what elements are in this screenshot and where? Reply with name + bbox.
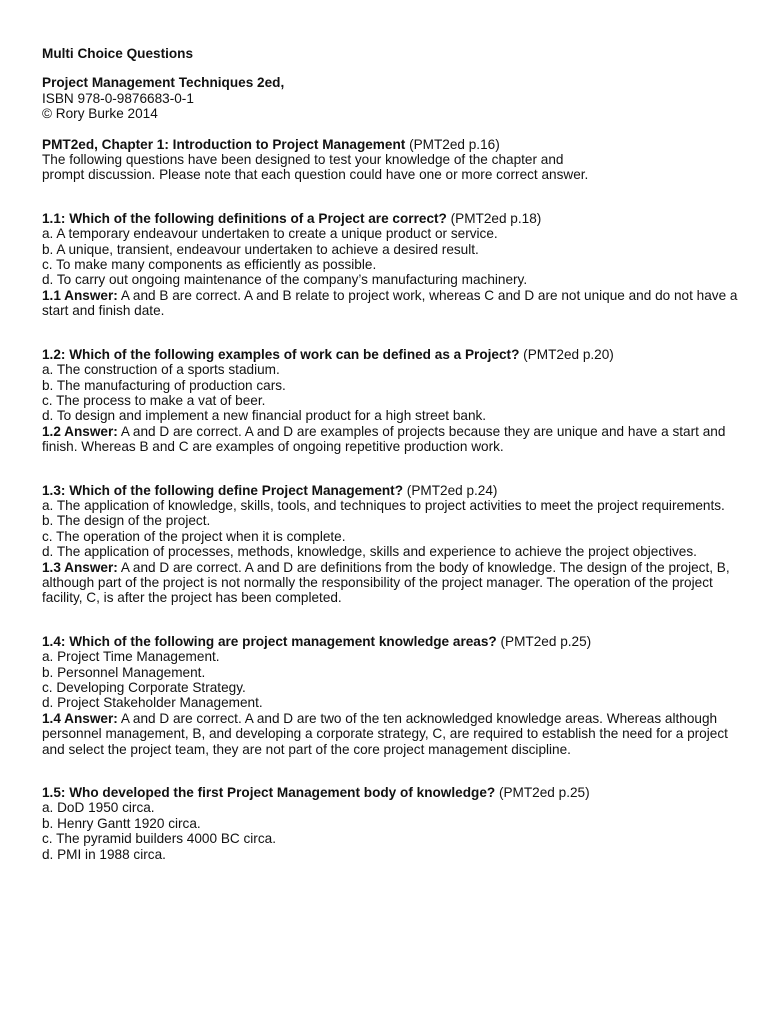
question-option: c. The process to make a vat of beer. — [42, 392, 266, 408]
question-option: b. Henry Gantt 1920 circa. — [42, 815, 201, 831]
book-title: Project Management Techniques 2ed, — [42, 75, 285, 91]
question-option: a. DoD 1950 circa. — [42, 800, 155, 816]
answer-text: A and B are correct. A and B relate to project work, whereas C and D are not unique and do not have a start and finish date. — [42, 287, 742, 319]
question-option: b. Personnel Management. — [42, 664, 206, 680]
question-1-2 — [42, 347, 742, 455]
question-answer — [42, 711, 742, 757]
question-heading — [42, 347, 742, 362]
question-text: 1.5: Who developed the first Project Management body of knowledge? — [42, 785, 496, 801]
answer-text: A and D are correct. A and D are two of the ten acknowledged knowledge areas. Whereas although personnel management, B, and developing a corporate strategy, C, are required to establish the need for a project and select the project team, they are not part of the core project management discipline. — [42, 710, 732, 757]
question-heading — [42, 785, 742, 800]
book-isbn: ISBN 978-0-9876683-0-1 — [42, 90, 194, 106]
chapter-section — [42, 137, 742, 183]
question-option: d. To carry out ongoing maintenance of the company’s manufacturing machinery. — [42, 272, 528, 288]
question-option: c. The pyramid builders 4000 BC circa. — [42, 831, 276, 847]
question-option: b. The design of the project. — [42, 513, 211, 529]
question-option: d. The application of processes, methods, knowledge, skills and experience to achieve the project objectives. — [42, 544, 697, 560]
question-heading — [42, 634, 742, 649]
question-option: d. Project Stakeholder Management. — [42, 695, 263, 711]
chapter-title: PMT2ed, Chapter 1: Introduction to Project Management — [42, 136, 406, 152]
question-ref: (PMT2ed p.24) — [403, 482, 498, 498]
question-ref: (PMT2ed p.25) — [496, 633, 592, 649]
answer-label: 1.3 Answer: — [42, 559, 118, 575]
question-option: c. Developing Corporate Strategy. — [42, 680, 246, 695]
chapter-ref: (PMT2ed p.16) — [405, 136, 500, 152]
question-text: 1.2: Which of the following examples of work can be defined as a Project? — [42, 346, 520, 362]
question-option: c. To make many components as efficiently as possible. — [42, 257, 377, 273]
question-heading — [42, 211, 742, 226]
question-option: a. The application of knowledge, skills, tools, and techniques to project activities to meet the project requirements. — [42, 497, 725, 513]
book-copyright: © Rory Burke 2014 — [42, 106, 158, 122]
book-info — [42, 75, 742, 121]
question-option: a. Project Time Management. — [42, 649, 220, 665]
chapter-heading — [42, 137, 742, 152]
chapter-intro-line: prompt discussion. Please note that each question could have one or more correct answer. — [42, 167, 589, 183]
question-heading — [42, 483, 742, 498]
question-text: 1.4: Which of the following are project management knowledge areas? — [42, 633, 497, 649]
question-ref: (PMT2ed p.18) — [446, 210, 542, 226]
question-answer — [42, 288, 742, 319]
answer-label: 1.4 Answer: — [42, 710, 118, 726]
question-option: b. A unique, transient, endeavour undertaken to achieve a desired result. — [42, 241, 479, 257]
question-option: d. PMI in 1988 circa. — [42, 846, 166, 862]
answer-text: A and D are correct. A and D are examples of projects because they are unique and have a start and finish. Whereas B and C are examples of ongoing repetitive production work. — [42, 423, 730, 455]
document-page — [42, 46, 742, 862]
answer-text: A and D are correct. A and D are definitions from the body of knowledge. The design of the project, B, although part of the project is not normally the responsibility of the project manager. The operation of the project facility, C, is after the project has been completed. — [42, 559, 734, 606]
question-answer — [42, 560, 742, 606]
answer-label: 1.2 Answer: — [42, 423, 118, 439]
question-option: d. To design and implement a new financial product for a high street bank. — [42, 408, 487, 424]
question-text: 1.1: Which of the following definitions of a Project are correct? — [42, 210, 447, 226]
question-option: a. A temporary endeavour undertaken to create a unique product or service. — [42, 226, 498, 242]
question-option: a. The construction of a sports stadium. — [42, 362, 280, 378]
question-1-4 — [42, 634, 742, 757]
answer-label: 1.1 Answer: — [42, 287, 118, 303]
chapter-intro-line: The following questions have been designed to test your knowledge of the chapter and — [42, 152, 564, 168]
question-option: b. The manufacturing of production cars. — [42, 377, 286, 393]
question-ref: (PMT2ed p.20) — [519, 346, 614, 362]
question-1-5 — [42, 785, 742, 862]
question-text: 1.3: Which of the following define Project Management? — [42, 482, 404, 498]
question-ref: (PMT2ed p.25) — [495, 785, 590, 801]
question-option: c. The operation of the project when it is complete. — [42, 528, 346, 544]
question-answer — [42, 424, 742, 455]
question-1-3 — [42, 483, 742, 606]
question-1-1 — [42, 211, 742, 319]
document-title: Multi Choice Questions — [42, 46, 194, 61]
